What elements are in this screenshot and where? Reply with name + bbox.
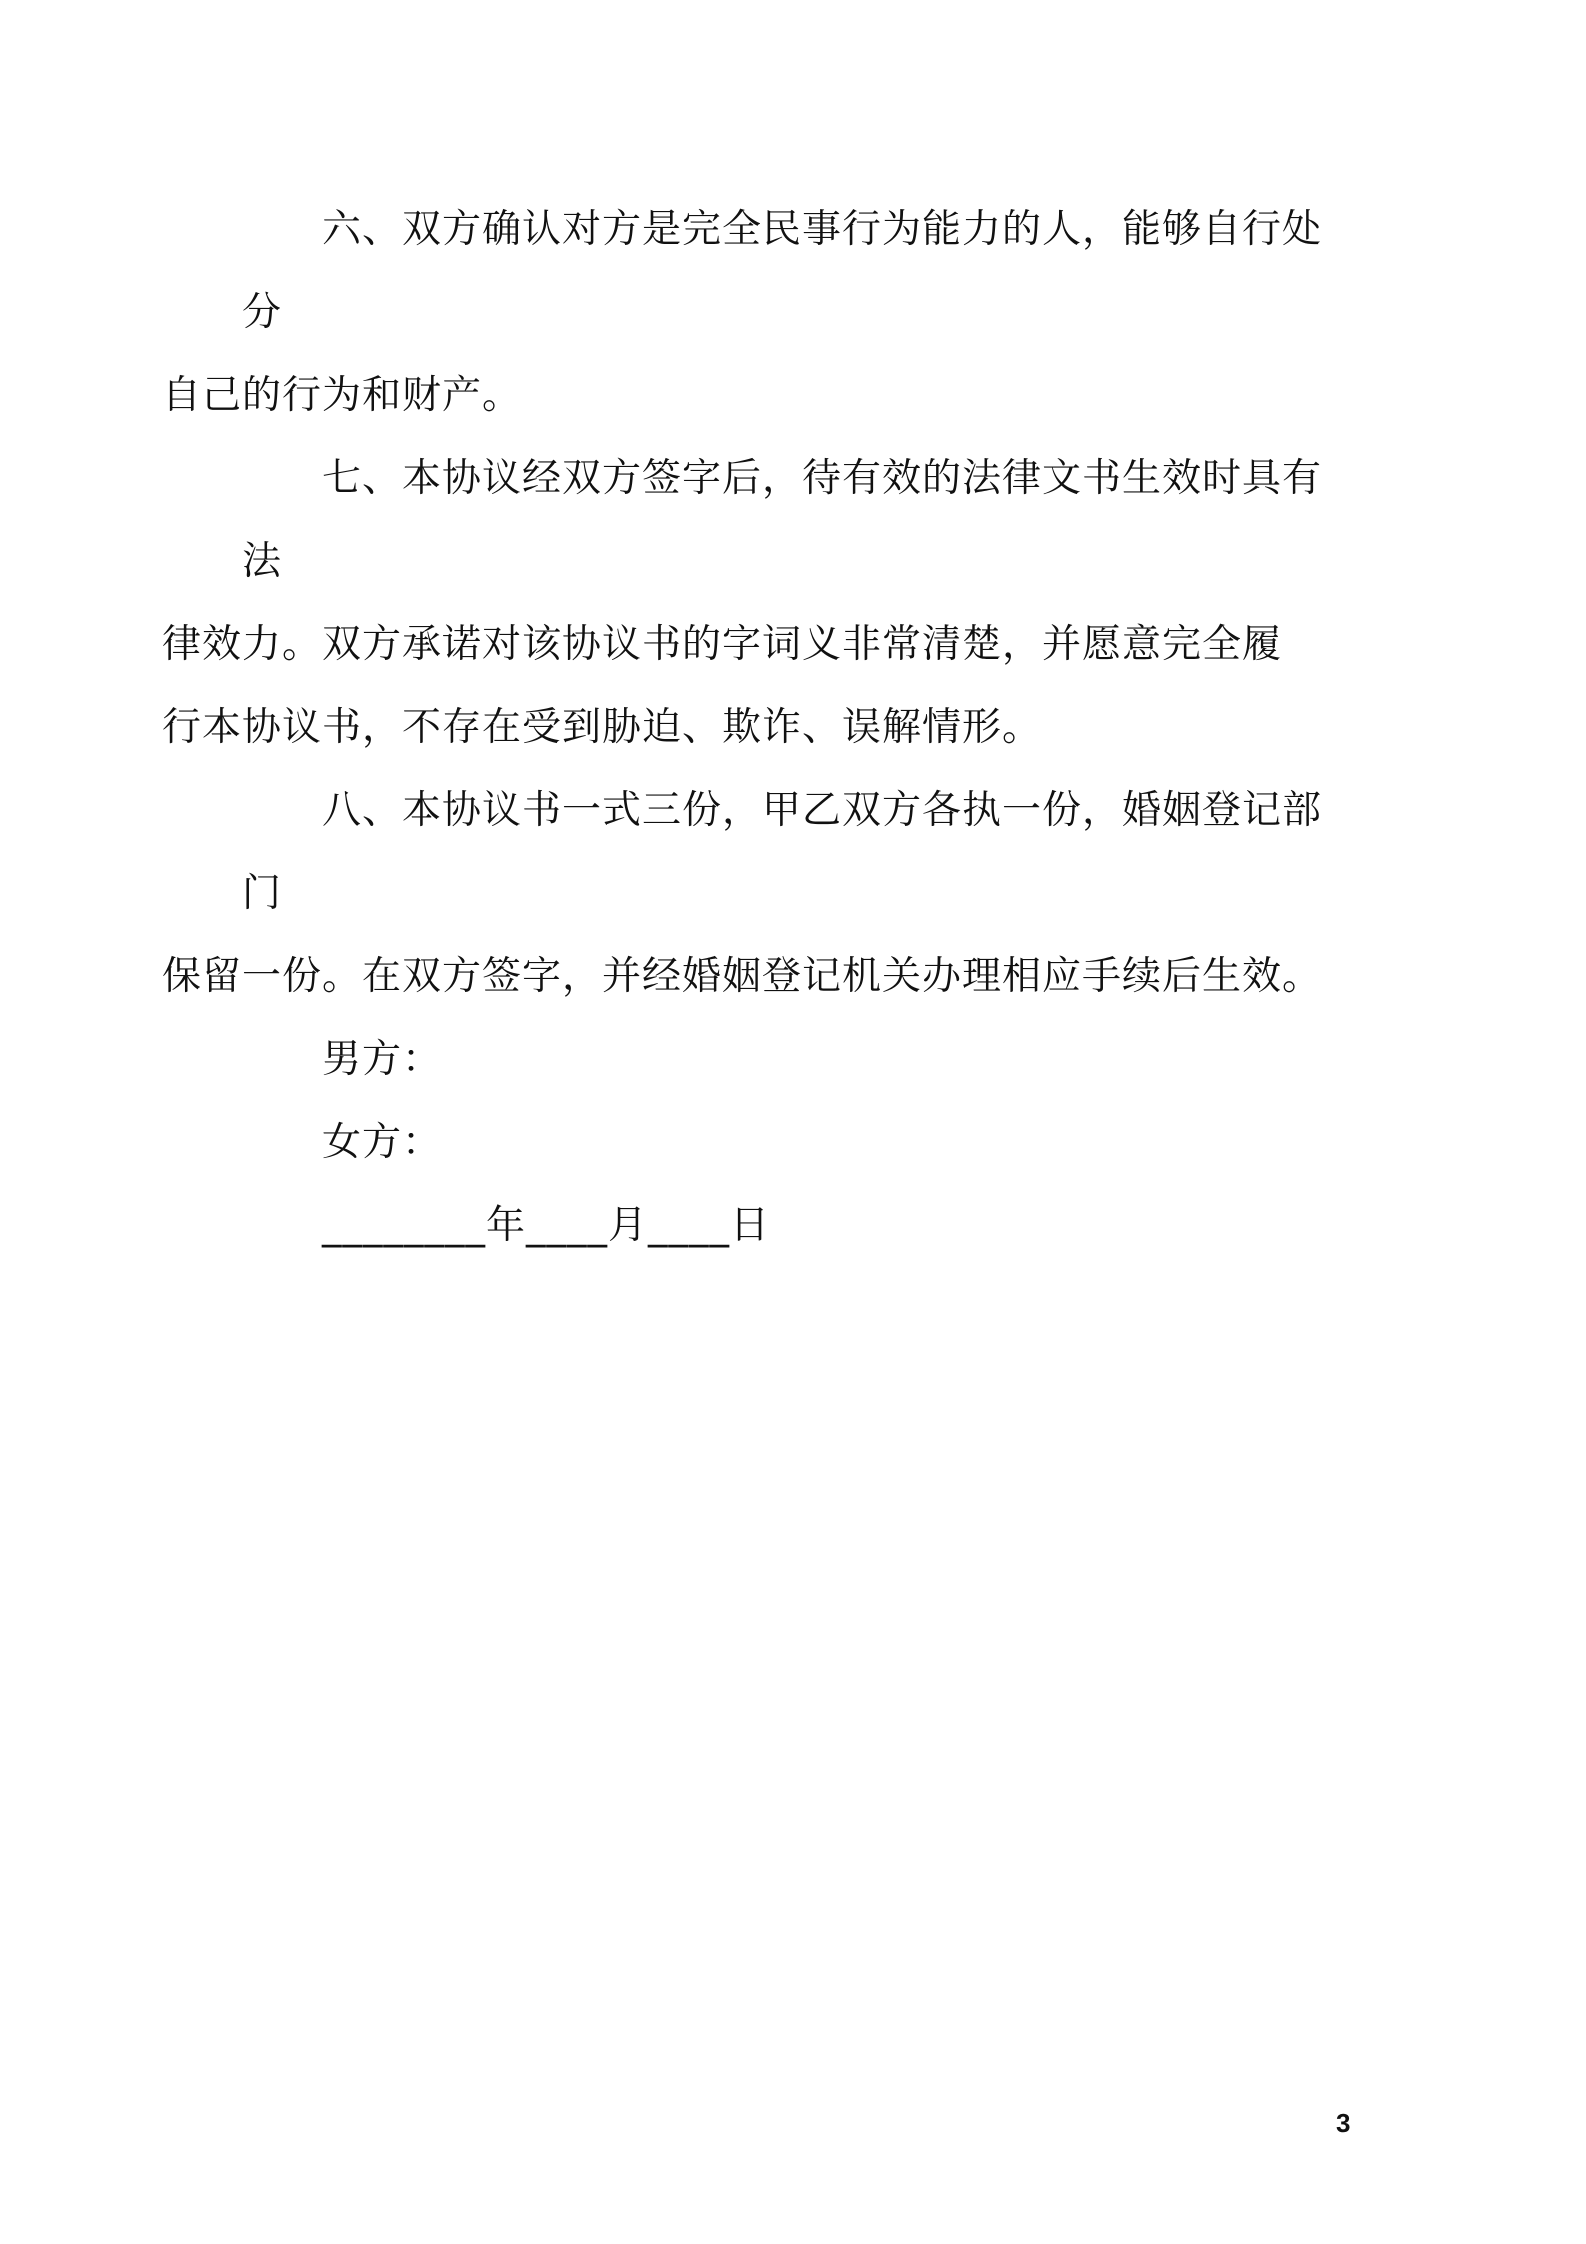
paragraph-line: 自己的行为和财产。 — [162, 373, 523, 418]
clause-six — [162, 188, 1360, 437]
female-party-signature-label: 女方： — [322, 1120, 443, 1165]
document-body — [162, 188, 1360, 1267]
clause-seven — [162, 437, 1360, 769]
paragraph-line: 六、双方确认对方是完全民事行为能力的人，能够自行处分 — [242, 207, 1323, 335]
paragraph-line: 行本协议书，不存在受到胁迫、欺诈、误解情形。 — [162, 705, 1043, 750]
clause-eight — [162, 769, 1360, 1018]
paragraph-line: 七、本协议经双方签字后，待有效的法律文书生效时具有法 — [242, 456, 1323, 584]
paragraph-line: 律效力。双方承诺对该协议书的字词义非常清楚，并愿意完全履 — [162, 622, 1283, 667]
male-party-signature-label: 男方： — [322, 1037, 443, 1082]
paragraph-line: 八、本协议书一式三份，甲乙双方各执一份，婚姻登记部门 — [242, 788, 1323, 916]
page-number: 3 — [1336, 2108, 1351, 2138]
paragraph-line: 保留一份。在双方签字，并经婚姻登记机关办理相应手续后生效。 — [162, 954, 1323, 999]
date-line: ________年____月____日 — [322, 1203, 771, 1248]
